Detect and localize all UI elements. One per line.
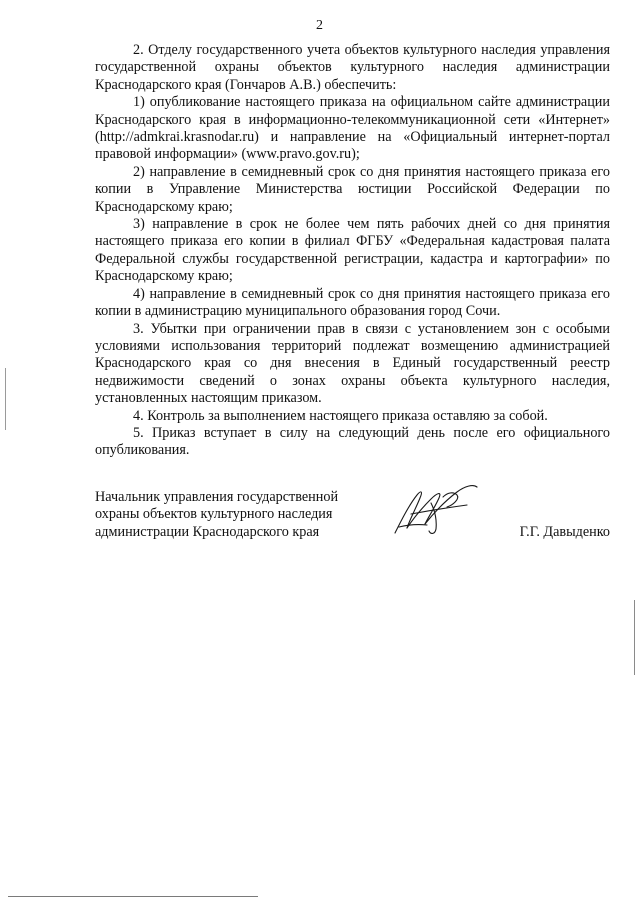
signature-block: [95, 489, 610, 549]
subparagraph-4-sochi-administration: 4) направление в семидневный срок со дня принятия настоящего приказа его копии в администрацию муниципального образования город Сочи.: [95, 285, 610, 320]
signatory-position: [95, 489, 365, 541]
signatory-position-line: администрации Краснодарского края: [95, 523, 320, 540]
subparagraph-3-cadastral-chamber: 3) направление в срок не более чем пять рабочих дней со дня принятия настоящего приказа его копии в филиал ФГБУ «Федеральная кадастровая палата Федеральной службы государственной регистрации, кадастра и картографии» по Краснодарскому краю;: [95, 216, 610, 285]
signatory-name: Г.Г. Давыденко: [519, 524, 610, 540]
order-body: [95, 42, 610, 460]
signatory-position-line: охраны объектов культурного наследия: [95, 506, 333, 523]
page-number: 2: [316, 18, 323, 33]
scan-edge-mark: [5, 368, 6, 430]
paragraph-item-5-entry-into-force: 5. Приказ вступает в силу на следующий день после его официального опубликования.: [95, 424, 610, 459]
paragraph-item-4-control: 4. Контроль за выполнением настоящего приказа оставляю за собой.: [133, 407, 548, 424]
scan-edge-mark: [8, 896, 258, 897]
scan-edge-mark: [634, 600, 635, 675]
handwritten-signature: [387, 481, 482, 539]
signatory-position-line: Начальник управления государственной: [95, 489, 339, 505]
subparagraph-1-publication: 1) опубликование настоящего приказа на официальном сайте администрации Краснодарского края в информационно-телекоммуникационной сети «Интернет» (http://admkrai.krasnodar.ru) и направление на «Официальный интернет-портал правовой информации» (www.pravo.gov.ru);: [95, 94, 610, 163]
paragraph-item-3-losses: 3. Убытки при ограничении прав в связи с установлением зон с особыми условиями использования территорий подлежат возмещению администрацией Краснодарского края со дня внесения в Единый государственный реестр недвижимости сведений о зонах охраны объекта культурного наследия, установленных настоящим приказом.: [95, 320, 610, 407]
paragraph-item-2: 2. Отделу государственного учета объектов культурного наследия управления государственной охраны объектов культурного наследия администрации Краснодарского края (Гончаров А.В.) обеспечить:: [95, 42, 610, 93]
subparagraph-2-ministry-of-justice: 2) направление в семидневный срок со дня принятия настоящего приказа его копии в Управление Министерства юстиции Российской Федерации по Краснодарскому краю;: [95, 163, 610, 215]
